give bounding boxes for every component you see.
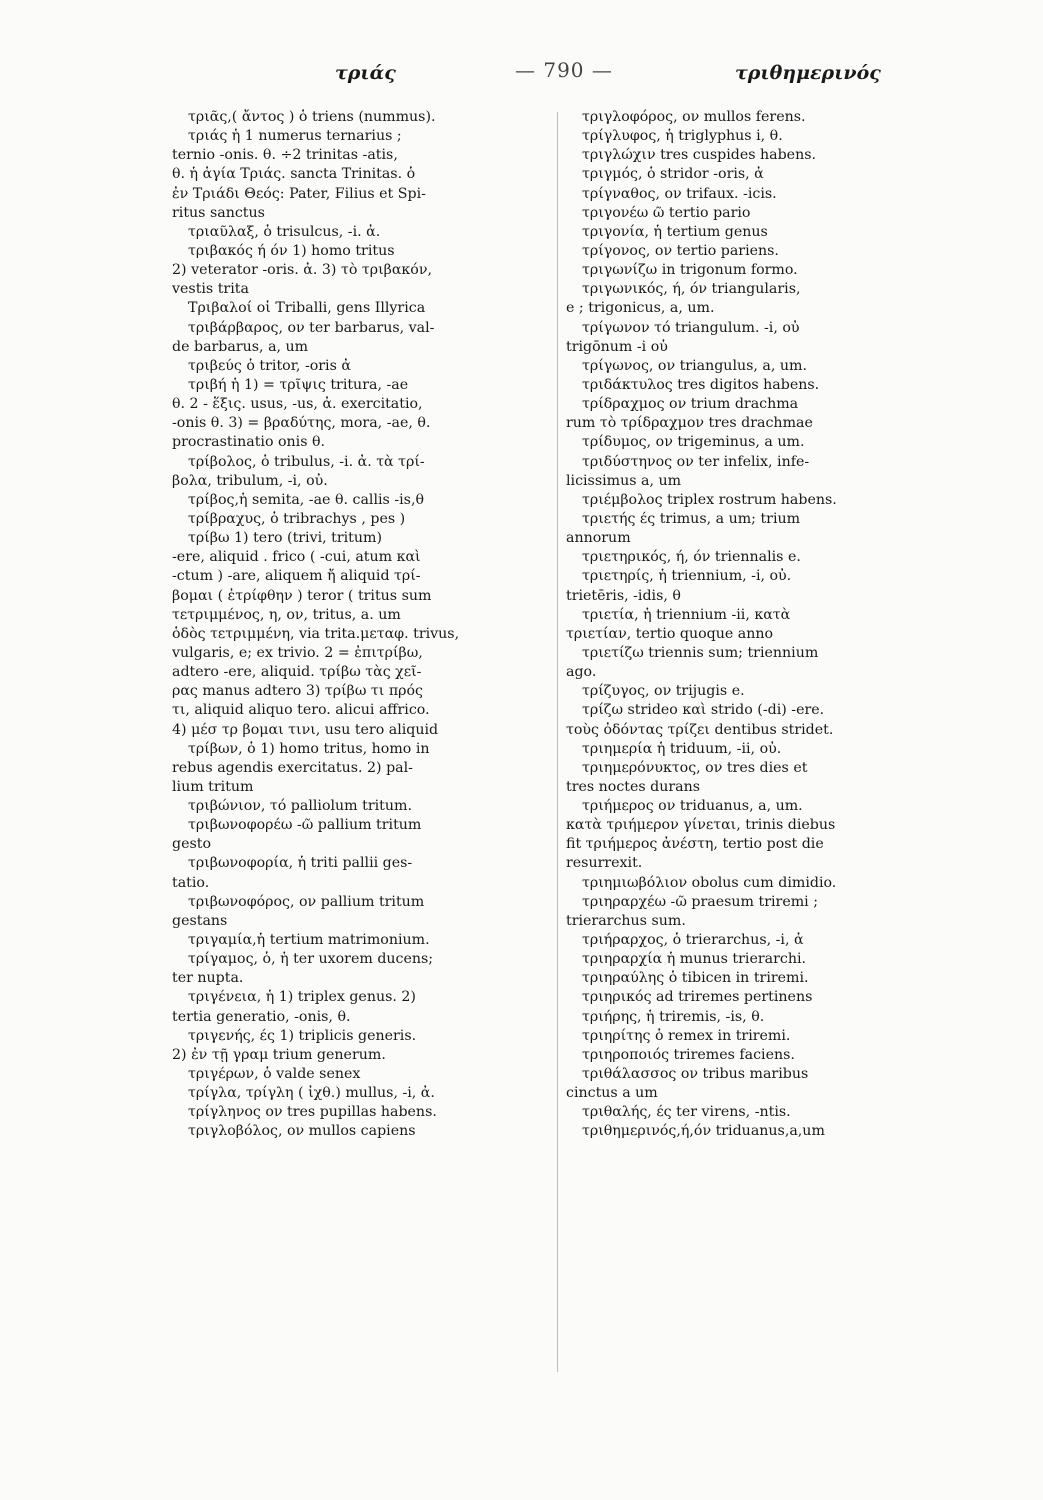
dictionary-line: τριήραρχος, ὁ trierarchus, -i, ἀ	[582, 932, 804, 949]
dictionary-line: 4) μέσ τρ βομαι τινι, usu tero aliquid	[172, 721, 439, 738]
dictionary-line: τριδύστηνος ον ter infelix, infe-	[582, 453, 810, 470]
dictionary-line: τριετηρικός, ή, όν triennalis e.	[582, 549, 801, 566]
dictionary-line: τριετία, ἡ triennium -ii, κατὰ	[582, 606, 791, 623]
dictionary-line: e ; trigonicus, a, um.	[566, 300, 715, 317]
dictionary-line: procrastinatio onis θ.	[172, 434, 326, 451]
running-head-left: τριάς	[335, 62, 396, 84]
dictionary-line: θ. 2 - ἕξις. usus, -us, ἀ. exercitatio,	[172, 396, 423, 413]
dictionary-line: τριβή ἡ 1) = τρῖψις tritura, -ae	[188, 376, 409, 393]
dictionary-line: vulgaris, e; ex trivio. 2 = ἐπιτρίβω,	[172, 644, 423, 661]
dictionary-line: vestis trita	[172, 281, 249, 298]
column-divider	[557, 112, 558, 1372]
dictionary-line: fit τριήμερος ἀνέστη, tertio post die	[566, 836, 824, 853]
dictionary-line: ἐν Τριάδι Θεός: Pater, Filius et Spi-	[172, 185, 426, 202]
dictionary-line: τριθαλής, ές ter virens, -ntis.	[582, 1104, 791, 1121]
dictionary-line: τριετίαν, tertio quoque anno	[566, 625, 774, 642]
dictionary-line: τριγμός, ὁ stridor -oris, ἀ	[582, 166, 764, 183]
dictionary-line: τι, aliquid aliquo tero. alicui affrico.	[172, 702, 430, 719]
dictionary-line: τρίγονος, ον tertio pariens.	[582, 242, 779, 259]
dictionary-line: τρίζω strideo καὶ strido (-di) -ere.	[582, 702, 825, 719]
dictionary-line: τριηραύλης ὁ tibicen in triremi.	[582, 970, 809, 987]
dictionary-line: τριβωνοφόρος, ον pallium tritum	[188, 893, 425, 910]
dictionary-line: de barbarus, a, um	[172, 338, 309, 355]
dictionary-line: cinctus a um	[566, 1085, 658, 1102]
dictionary-line: τριγέρων, ὁ valde senex	[188, 1066, 361, 1083]
dictionary-line: trigōnum -i οὐ	[566, 338, 668, 355]
dictionary-line: tertia generatio, -onis, θ.	[172, 1008, 351, 1025]
dictionary-line: βολα, tribulum, -i, οὐ.	[172, 472, 328, 489]
dictionary-line: θ. ἡ ἁγία Τριάς. sancta Trinitas. ὁ	[172, 166, 416, 183]
dictionary-line: τρίδραχμος ον trium drachma	[582, 396, 799, 413]
dictionary-line: adtero -ere, aliquid. τρίβω τὰς χεῖ-	[172, 664, 422, 681]
running-head-right: τριθημερινός	[735, 62, 881, 84]
dictionary-line: τρίδυμος, ον trigeminus, a um.	[582, 434, 805, 451]
dictionary-line: τετριμμένος, η, ον, tritus, a. um	[172, 606, 401, 623]
dictionary-line: τρίγναθος, ον trifaux. -icis.	[582, 185, 777, 202]
dictionary-line: τριγαμία,ἡ tertium matrimonium.	[188, 932, 430, 949]
dictionary-line: βομαι ( ἐτρίφθην ) teror ( tritus sum	[172, 587, 432, 604]
dictionary-line: trietēris, -idis, θ	[566, 587, 681, 604]
dictionary-line: τρίγλα, τρίγλη ( ἰχθ.) mullus, -i, ἀ.	[188, 1085, 435, 1102]
dictionary-line: rum τὸ τρίδραχμον tres drachmae	[566, 415, 813, 432]
dictionary-line: ὁδὸς τετριμμένη, via trita.μεταφ. trivus,	[172, 625, 460, 642]
dictionary-line: τριδάκτυλος tres digitos habens.	[582, 376, 820, 393]
dictionary-line: τριγένεια, ἡ 1) triplex genus. 2)	[188, 989, 416, 1006]
dictionary-line: τρίβραχυς, ὁ tribrachys , pes )	[188, 510, 406, 527]
dictionary-line: -onis θ. 3) = βραδύτης, mora, -ae, θ.	[172, 415, 431, 432]
dictionary-line: τριαῦλαξ, ὁ trisulcus, -i. ἀ.	[188, 223, 381, 240]
right-column	[566, 108, 946, 1142]
dictionary-line: τριημερόνυκτος, ον tres dies et	[582, 759, 808, 776]
dictionary-line: τριγωνίζω in trigonum formo.	[582, 262, 798, 279]
dictionary-line: τριβάρβαρος, ον ter barbarus, val-	[188, 319, 435, 336]
dictionary-line: τριθάλασσος ον tribus maribus	[582, 1066, 809, 1083]
dictionary-line: τριβωνοφορία, ἡ triti pallii ges-	[188, 855, 413, 872]
dictionary-line: τριθημερινός,ή,όν triduanus,a,um	[582, 1123, 825, 1140]
dictionary-line: τριηρίτης ὁ remex in triremi.	[582, 1027, 791, 1044]
dictionary-line: τριβώνιον, τό palliolum tritum.	[188, 798, 412, 815]
dictionary-line: τριετηρίς, ἡ triennium, -i, οὐ.	[582, 568, 792, 585]
dictionary-line: τριβακός ή όν 1) homo tritus	[188, 242, 395, 259]
dictionary-line: resurrexit.	[566, 855, 643, 872]
dictionary-line: τοὺς ὀδόντας τρίζει dentibus stridet.	[566, 721, 834, 738]
dictionary-line: τριγλώχιν tres cuspides habens.	[582, 147, 817, 164]
dictionary-line: -ere, aliquid . frico ( -cui, atum καὶ	[172, 549, 421, 566]
page-header	[0, 58, 1043, 92]
dictionary-line: τριημιωβόλιον obolus cum dimidio.	[582, 874, 837, 891]
dictionary-line: τριγονία, ἡ tertium genus	[582, 223, 768, 240]
dictionary-line: τριηρικός ad triremes pertinens	[582, 989, 813, 1006]
dictionary-line: 2) ἐν τῇ γραμ trium generum.	[172, 1046, 386, 1063]
dictionary-line: τριηραρχία ἡ munus trierarchi.	[582, 951, 807, 968]
dictionary-line: ago.	[566, 664, 597, 681]
dictionary-line: τριγενής, ές 1) triplicis generis.	[188, 1027, 417, 1044]
dictionary-line: τρίγωνον τό triangulum. -i, οὐ	[582, 319, 800, 336]
dictionary-line: 2) veterator -oris. ἀ. 3) τὸ τριβακόν,	[172, 262, 432, 279]
dictionary-line: ritus sanctus	[172, 204, 265, 221]
dictionary-line: τριετίζω triennis sum; triennium	[582, 644, 819, 661]
dictionary-line: rebus agendis exercitatus. 2) pal-	[172, 759, 413, 776]
dictionary-line: τριηροποιός triremes faciens.	[582, 1046, 795, 1063]
dictionary-line: τριγωνικός, ή, όν triangularis,	[582, 281, 801, 298]
dictionary-line: τρίζυγος, ον trijugis e.	[582, 683, 745, 700]
dictionary-line: τριγλοφόρος, ον mullos ferens.	[582, 109, 806, 125]
dictionary-line: τριβεύς ὁ tritor, -oris ἀ	[188, 357, 351, 374]
dictionary-line: τριετής ές trimus, a um; trium	[582, 510, 801, 527]
dictionary-line: ter nupta.	[172, 970, 244, 987]
dictionary-line: τριηραρχέω -ῶ praesum triremi ;	[582, 893, 818, 910]
dictionary-line: ternio -onis. θ. ÷2 trinitas -atis,	[172, 147, 398, 164]
dictionary-line: gestans	[172, 912, 228, 929]
dictionary-line: τρίγλυφος, ἡ triglyphus i, θ.	[582, 128, 783, 145]
dictionary-line: τριήμερος ον triduanus, a, um.	[582, 798, 803, 815]
dictionary-line: τριγλοβόλος, ον mullos capiens	[188, 1123, 416, 1140]
dictionary-line: τρίβω 1) tero (trivi, tritum)	[188, 530, 383, 547]
dictionary-line: κατὰ τριήμερον γίνεται, trinis diebus	[566, 817, 836, 834]
dictionary-line: τριήρης, ἡ triremis, -is, θ.	[582, 1008, 765, 1025]
left-column	[172, 108, 552, 1142]
dictionary-line: τριᾶς,( ἄντος ) ὁ triens (nummus).	[188, 109, 436, 125]
dictionary-line: τρίγωνος, ον triangulus, a, um.	[582, 357, 807, 374]
dictionary-line: tatio.	[172, 874, 210, 891]
dictionary-line: τρίβολος, ὁ tribulus, -i. ἀ. τὰ τρί-	[188, 453, 425, 470]
dictionary-line: licissimus a, um	[566, 472, 682, 489]
dictionary-line: τρίγαμος, ὁ, ἡ ter uxorem ducens;	[188, 951, 434, 968]
dictionary-line: ρας manus adtero 3) τρίβω τι πρός	[172, 683, 424, 700]
dictionary-line: tres noctes durans	[566, 778, 701, 795]
dictionary-line: lium tritum	[172, 778, 254, 795]
dictionary-line: τρίβων, ὁ 1) homo tritus, homo in	[188, 740, 430, 757]
dictionary-line: Τριβαλοί οἱ Triballi, gens Illyrica	[188, 300, 426, 317]
dictionary-line: -ctum ) -are, aliquem ἤ aliquid τρί-	[172, 568, 421, 585]
dictionary-line: trierarchus sum.	[566, 912, 686, 929]
page-number: — 790 —	[515, 58, 613, 82]
dictionary-line: gesto	[172, 836, 212, 853]
dictionary-line: τριέμβολος triplex rostrum habens.	[582, 491, 837, 508]
dictionary-line: τριβωνοφορέω -ῶ pallium tritum	[188, 817, 422, 834]
dictionary-line: τριάς ἡ 1 numerus ternarius ;	[188, 128, 402, 145]
dictionary-line: τριημερία ἡ triduum, -ii, οὐ.	[582, 740, 782, 757]
dictionary-line: τρίβος,ἡ semita, -ae θ. callis -is,θ	[188, 491, 424, 508]
dictionary-line: τρίγληνος ον tres pupillas habens.	[188, 1104, 437, 1121]
dictionary-line: τριγονέω ῶ tertio pario	[582, 204, 751, 221]
dictionary-line: annorum	[566, 530, 631, 547]
